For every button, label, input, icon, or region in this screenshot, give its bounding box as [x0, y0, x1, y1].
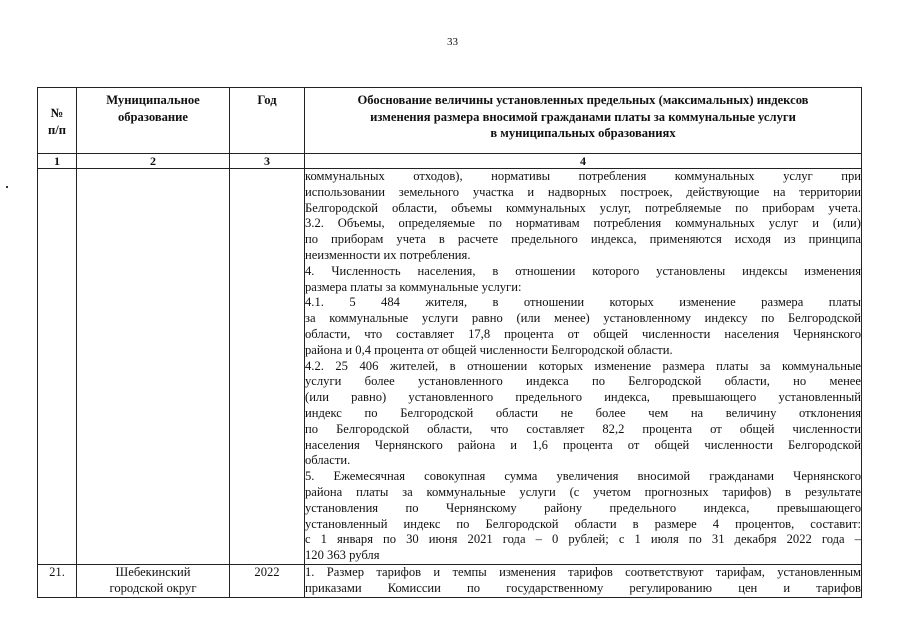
cell-municipality-empty [77, 169, 230, 565]
text-line: приказами Комиссии по государственному регулированию цен и тарифов [305, 580, 861, 595]
year: 2022 [230, 564, 305, 597]
header-municipality-line2: образование [117, 109, 189, 124]
text-line: по приборам учета в расчете предельного индекса, применяются исходя из принципа [305, 232, 861, 247]
header-justification-line3: в муниципальных образованиях [490, 126, 676, 140]
header-num [38, 88, 77, 154]
text-line: с 1 января по 30 июня 2021 года – 0 рублей; с 1 июля по 31 декабря 2022 года – [305, 532, 861, 547]
text-line: Белгородской области, объемы коммунальных услуг, потребляемые по приборам учета. [305, 200, 861, 215]
text-line: района платы за коммунальные услуги (с учетом прогнозных тарифов) в результате [305, 484, 861, 499]
municipality-line2: городской округ [109, 580, 197, 595]
header-num-line1: № [50, 106, 64, 120]
header-justification-line1: Обоснование величины установленных предельных (максимальных) индексов [357, 93, 809, 107]
text-line: установления по Чернянскому району предельного индекса, превышающего [305, 500, 861, 515]
municipality-line1: Шебекинский [115, 564, 191, 579]
header-num-line2: п/п [47, 122, 66, 137]
text-line: установленный индекс по Белгородской области в размере 4 процентов, составит: [305, 516, 861, 531]
justification-text-21 [305, 564, 862, 597]
table-row-21 [38, 564, 862, 597]
column-number: 2 [77, 154, 230, 169]
text-line: 3.2. Объемы, определяемые по нормативам потребления коммунальных услуг и (или) [305, 216, 861, 231]
page-number: 33 [447, 36, 458, 48]
column-number: 3 [230, 154, 305, 169]
text-line: области. [305, 453, 351, 468]
text-line: 1. Размер тарифов и темпы изменения тарифов соответствуют тарифам, установленным [305, 564, 861, 579]
text-line: 5. Ежемесячная совокупная сумма увеличения вносимой гражданами Чернянского [305, 469, 861, 484]
text-line: услуги более установленного индекса по Белгородской области, но менее [305, 374, 861, 389]
text-line: по Белгородской области, что составляет 82,2 процента от общей численности [305, 421, 861, 436]
column-number: 1 [38, 154, 77, 169]
text-line: 4.2. 25 406 жителей, в отношении которых изменение размера платы за коммунальные [305, 358, 861, 373]
cell-num-empty [38, 169, 77, 565]
column-number-row [38, 154, 862, 169]
text-line: за коммунальные услуги равно (или менее) установленному индексу по Белгородской [305, 311, 861, 326]
text-line: 4.1. 5 484 жителя, в отношении которых изменение размера платы [305, 295, 861, 310]
text-line: размера платы за коммунальные услуги: [305, 279, 522, 294]
text-line: 4. Численность населения, в отношении которого установлены индексы изменения [305, 263, 861, 278]
text-line: индекс по Белгородской области не более чем на величину отклонения [305, 405, 861, 420]
text-line: использовании земельного участка и надворных построек, действующие на территории [305, 184, 861, 199]
column-number: 4 [305, 154, 862, 169]
header-justification [305, 88, 862, 154]
header-year [230, 88, 305, 154]
indices-table [37, 87, 862, 598]
scan-artifact [6, 186, 8, 188]
justification-text [305, 169, 862, 565]
text-line: неизменности их потребления. [305, 247, 471, 262]
text-line: коммунальных отходов), нормативы потребления коммунальных услуг при [305, 169, 861, 183]
text-line: населения Чернянского района и 1,6 процента от общей численности Белгородской [305, 437, 861, 452]
text-line: области, что составляет 17,8 процента от общей численности населения Чернянского [305, 326, 861, 341]
text-line: 120 363 рубля [305, 548, 380, 563]
header-justification-line2: изменения размера вносимой гражданами платы за коммунальные услуги [370, 109, 796, 124]
header-municipality [77, 88, 230, 154]
text-line: района и 0,4 процента от общей численности Белгородской области. [305, 342, 673, 357]
header-year-text: Год [257, 93, 277, 107]
table-header-row [38, 88, 862, 154]
header-municipality-line1: Муниципальное [106, 93, 200, 107]
cell-year-empty [230, 169, 305, 565]
text-line: (или равно) установленного предельного индекса, превышающего установленный [305, 390, 861, 405]
table-row-continuation [38, 169, 862, 565]
municipality-name [77, 564, 230, 597]
row-number: 21. [38, 564, 77, 597]
